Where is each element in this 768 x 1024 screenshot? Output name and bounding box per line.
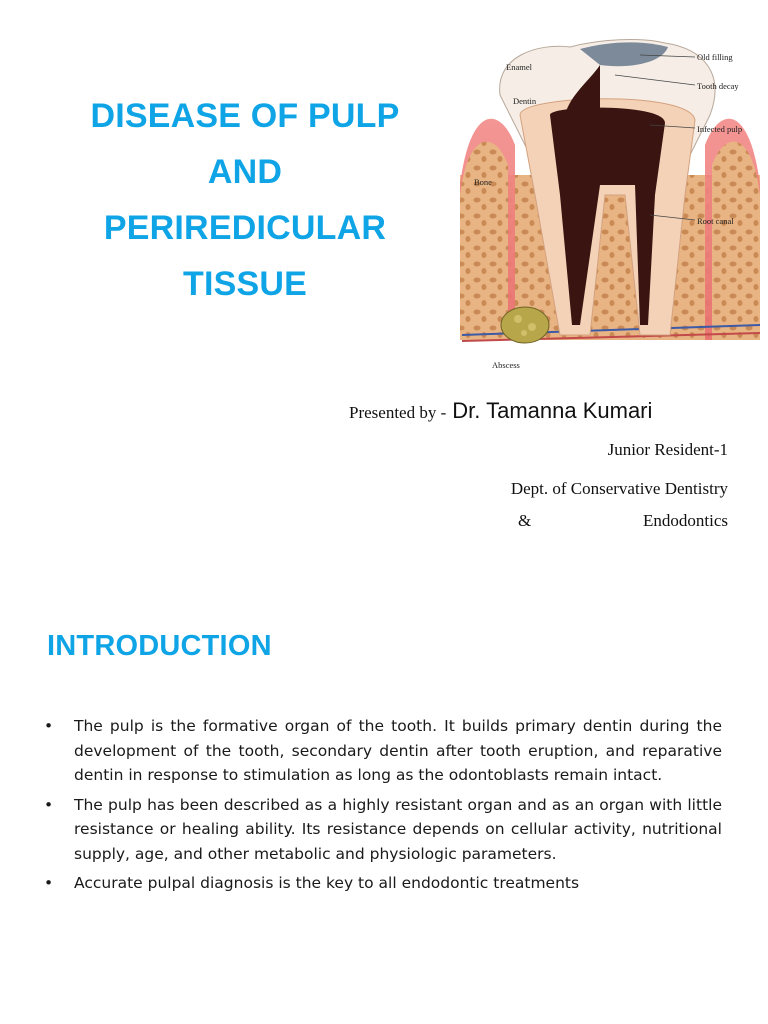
bullet-item (44, 871, 722, 896)
bullet-marker: • (44, 874, 54, 892)
bullet-item (44, 793, 722, 867)
bullet-text: The pulp is the formative organ of the tooth. It builds primary dentin during the development of the tooth, secondary dentin after tooth eruption, and reparative dentin in response to stimulation as long as the odontoblasts remain intact. (74, 717, 722, 784)
label-tooth-decay: Tooth decay (697, 81, 739, 91)
bullet-marker: • (44, 795, 54, 814)
department-endodontics: Endodontics (643, 511, 728, 530)
label-enamel: Enamel (506, 62, 532, 72)
title-line-1: DISEASE OF PULP (90, 97, 400, 135)
label-dentin: Dentin (513, 96, 537, 106)
label-abscess: Abscess (492, 360, 520, 370)
slide-title (40, 88, 450, 312)
title-line-2: AND (207, 153, 283, 191)
presented-by-label: Presented by - (349, 403, 447, 422)
introduction-bullet-list (44, 714, 722, 901)
bullet-text: The pulp has been described as a highly resistant organ and as an organ with little resistance or healing ability. Its resistance depends on cellular activity, nutritional supply, age, and other metabolic and physiologic parameters. (74, 795, 722, 863)
bullet-text: Accurate pulpal diagnosis is the key to all endodontic treatments (74, 874, 580, 892)
presenter-line (349, 398, 652, 424)
presenter-role: Junior Resident-1 (607, 440, 728, 459)
bullet-marker: • (44, 717, 54, 735)
label-bone: Bone (474, 177, 492, 187)
label-old-filling: Old filling (697, 52, 733, 62)
presenter-department: Dept. of Conservative Dentistry (510, 479, 728, 498)
title-line-4: TISSUE (182, 265, 307, 303)
presenter-name: Dr. Tamanna Kumari (452, 398, 653, 423)
bullet-item (44, 714, 722, 788)
department-ampersand: & (518, 511, 532, 530)
title-line-3: PERIREDICULAR (103, 209, 387, 247)
label-infected-pulp: Infected pulp (697, 124, 743, 134)
introduction-heading: INTRODUCTION (47, 630, 272, 662)
label-root-canal: Root canal (697, 216, 734, 226)
tooth-diagram (440, 35, 765, 375)
